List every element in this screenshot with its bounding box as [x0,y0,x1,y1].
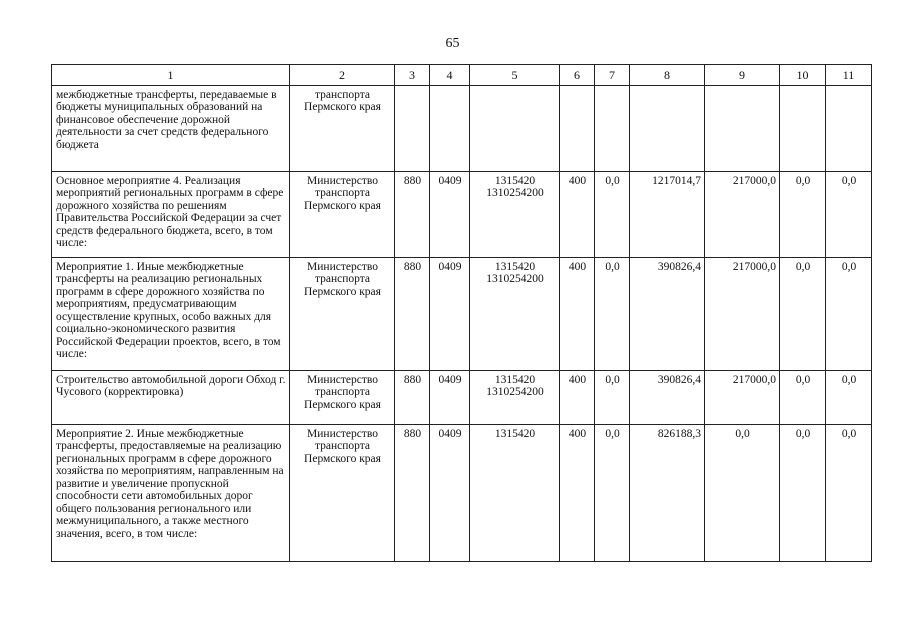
cell-c5: 1315420 1310254200 [470,370,560,424]
header-cell: 10 [780,65,826,86]
row-executor: транспорта Пермского края [290,85,395,171]
row-executor: Министерство транспорта Пермского края [290,171,395,257]
cell-c6: 400 [560,257,595,370]
row-executor: Министерство транспорта Пермского края [290,424,395,561]
cell-c10 [780,85,826,171]
cell-c6: 400 [560,171,595,257]
cell-c3: 880 [395,257,430,370]
header-cell: 8 [630,65,705,86]
cell-c7: 0,0 [595,370,630,424]
table-row [52,257,872,370]
cell-c11: 0,0 [826,424,872,561]
cell-c4: 0409 [430,171,470,257]
row-description: межбюджетные трансферты, передаваемые в бюджеты муниципальных образований на финансовое обеспечение дорожной деятельности за счет средств федерального бюджета [52,85,290,171]
table-row [52,370,872,424]
cell-c4 [430,85,470,171]
cell-c7: 0,0 [595,171,630,257]
cell-c6: 400 [560,370,595,424]
cell-c5 [470,85,560,171]
header-cell: 7 [595,65,630,86]
cell-c11: 0,0 [826,257,872,370]
budget-table [51,64,872,562]
cell-c3: 880 [395,424,430,561]
table-row [52,85,872,171]
cell-c9: 0,0 [705,424,780,561]
row-executor: Министерство транспорта Пермского края [290,257,395,370]
cell-c3: 880 [395,370,430,424]
header-row [52,65,872,86]
table-row [52,424,872,561]
cell-c10: 0,0 [780,257,826,370]
table-row [52,171,872,257]
cell-c6: 400 [560,424,595,561]
cell-c3 [395,85,430,171]
cell-c9 [705,85,780,171]
cell-c9: 217000,0 [705,171,780,257]
cell-c11: 0,0 [826,171,872,257]
cell-c5: 1315420 1310254200 [470,171,560,257]
cell-c4: 0409 [430,424,470,561]
cell-c8: 1217014,7 [630,171,705,257]
row-description: Мероприятие 1. Иные межбюджетные трансферты на реализацию региональных программ в сфере дорожного хозяйства по мероприятиям, предусматривающим осуществление крупных, особо важных для социально-экономического развития Российской Федерации проектов, всего, в том числе: [52,257,290,370]
row-executor: Министерство транспорта Пермского края [290,370,395,424]
page-number: 65 [445,36,460,51]
cell-c4: 0409 [430,257,470,370]
cell-c5: 1315420 1310254200 [470,257,560,370]
header-cell: 11 [826,65,872,86]
row-description: Основное мероприятие 4. Реализация мероприятий региональных программ в сфере дорожного хозяйства по решениям Правительства Российской Федерации за счет средств федерального бюджета, всего, в том числе: [52,171,290,257]
header-cell: 4 [430,65,470,86]
cell-c7: 0,0 [595,257,630,370]
cell-c9: 217000,0 [705,257,780,370]
header-cell: 6 [560,65,595,86]
cell-c10: 0,0 [780,370,826,424]
header-cell: 5 [470,65,560,86]
cell-c11 [826,85,872,171]
cell-c6 [560,85,595,171]
row-description: Строительство автомобильной дороги Обход г. Чусового (корректировка) [52,370,290,424]
cell-c4: 0409 [430,370,470,424]
cell-c5: 1315420 [470,424,560,561]
cell-c8: 826188,3 [630,424,705,561]
header-cell: 2 [290,65,395,86]
cell-c7 [595,85,630,171]
cell-c3: 880 [395,171,430,257]
cell-c10: 0,0 [780,424,826,561]
header-cell: 9 [705,65,780,86]
cell-c7: 0,0 [595,424,630,561]
cell-c9: 217000,0 [705,370,780,424]
cell-c8 [630,85,705,171]
cell-c10: 0,0 [780,171,826,257]
cell-c11: 0,0 [826,370,872,424]
cell-c8: 390826,4 [630,370,705,424]
cell-c8: 390826,4 [630,257,705,370]
header-cell: 3 [395,65,430,86]
row-description: Мероприятие 2. Иные межбюджетные трансферты, предоставляемые на реализацию региональных программ в сфере дорожного хозяйства по мероприятиям, направленным на развитие и увеличение пропускной способности сети автомобильных дорог общего пользования регионального или межмуниципального, а также местного значения, всего, в том числе: [52,424,290,561]
header-cell: 1 [52,65,290,86]
